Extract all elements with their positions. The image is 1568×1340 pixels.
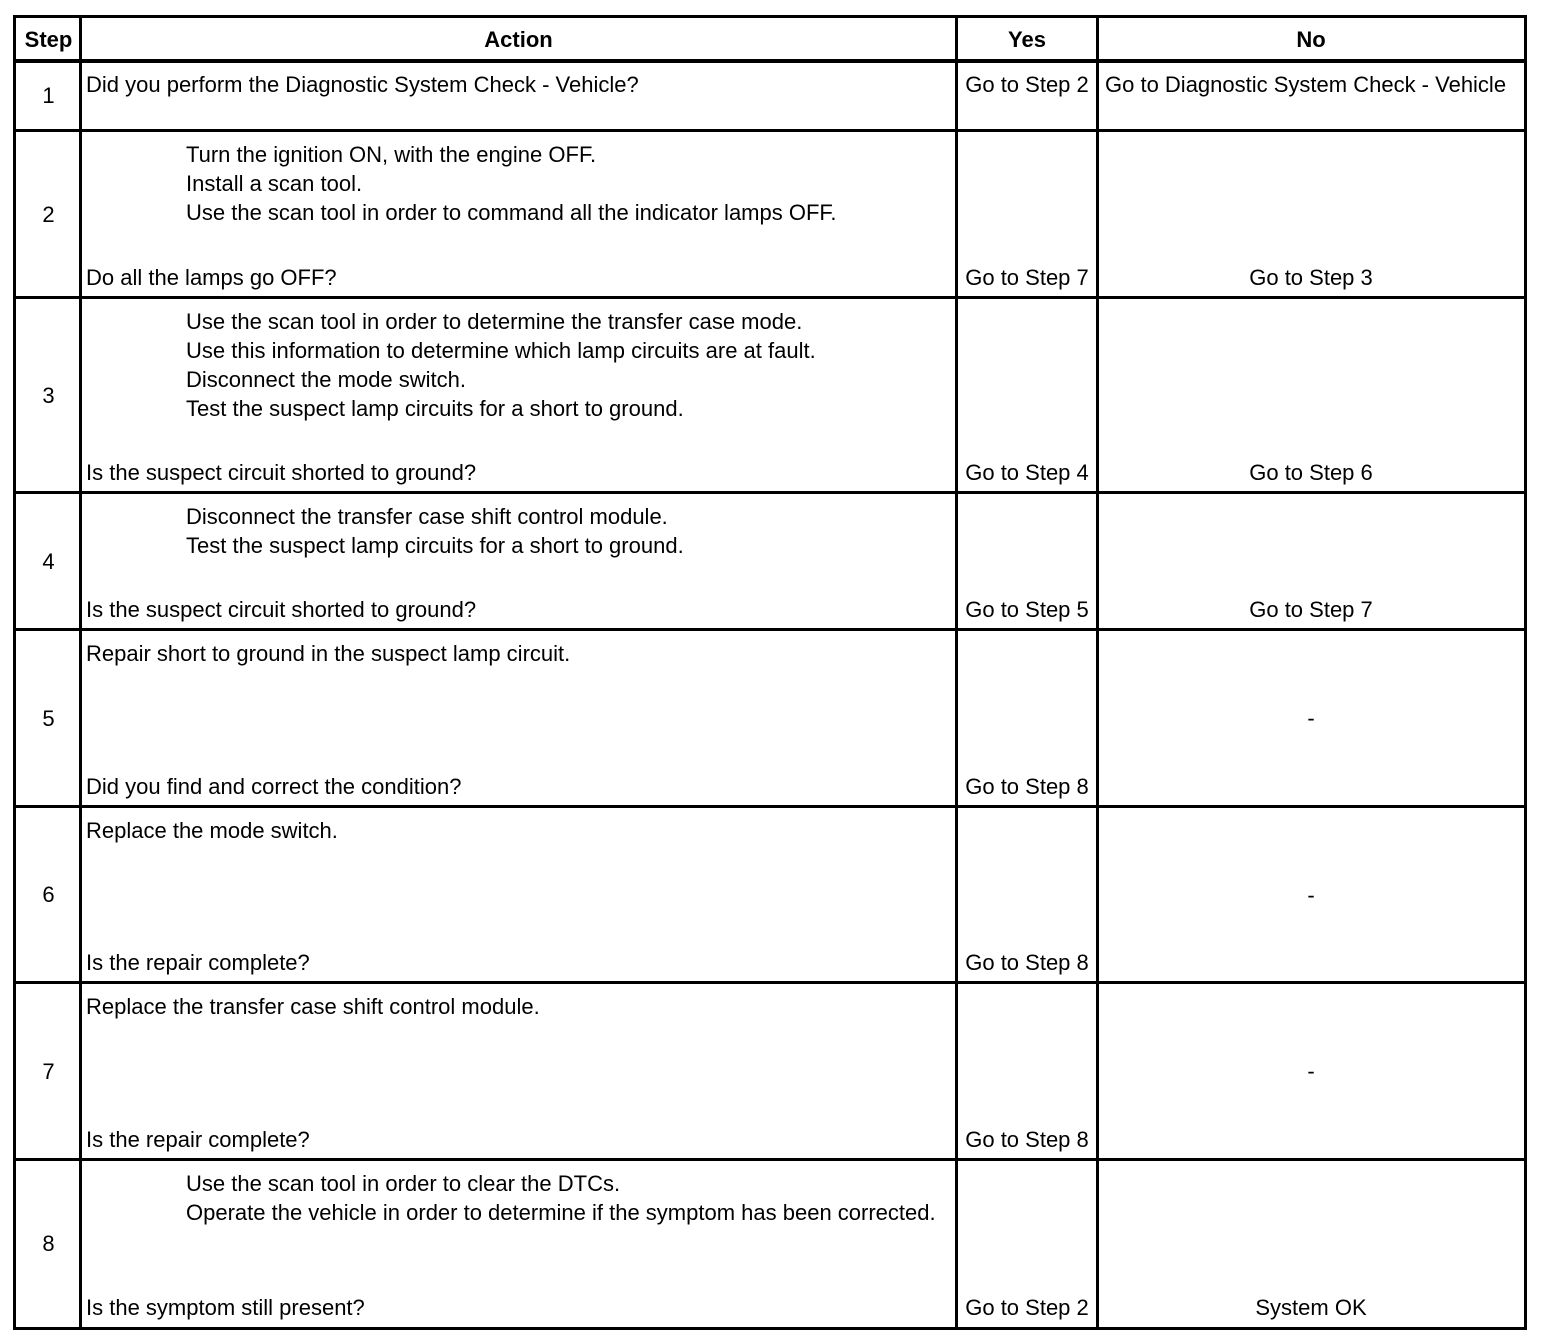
no-cell [1099, 299, 1523, 491]
no-cell [1099, 1161, 1523, 1326]
action-question: Do all the lamps go OFF? [86, 265, 337, 290]
action-instructions [86, 132, 955, 227]
no-link[interactable]: Go to Step 6 [1249, 460, 1373, 485]
no-cell [1099, 494, 1523, 628]
action-instruction: Test the suspect lamp circuits for a short to ground. [186, 396, 684, 421]
header-yes: Yes [1008, 27, 1046, 52]
yes-cell [958, 984, 1096, 1158]
step-number: 3 [42, 382, 55, 408]
yes-cell [958, 494, 1096, 628]
action-cell [82, 984, 955, 1158]
action-cell [82, 299, 955, 491]
action-cell [82, 808, 955, 981]
action-instructions [86, 299, 955, 423]
no-link[interactable]: Go to Step 3 [1249, 265, 1373, 290]
yes-link[interactable]: Go to Step 2 [965, 72, 1089, 97]
no-cell [1099, 808, 1523, 981]
yes-cell [958, 62, 1096, 129]
action-instruction: Use the scan tool in order to determine the transfer case mode. [186, 309, 803, 334]
yes-cell [958, 1161, 1096, 1326]
action-instructions [86, 1161, 955, 1227]
action-question: Is the suspect circuit shorted to ground? [86, 597, 477, 622]
step-number: 7 [42, 1058, 55, 1084]
action-instruction: Install a scan tool. [186, 171, 363, 196]
step-number: 8 [42, 1231, 55, 1256]
action-question: Is the suspect circuit shorted to ground? [86, 460, 477, 485]
action-instruction: Use the scan tool in order to command all the indicator lamps OFF. [186, 200, 837, 225]
yes-link[interactable]: Go to Step 7 [965, 265, 1089, 290]
yes-link[interactable]: Go to Step 8 [965, 1127, 1089, 1152]
action-instruction: Use this information to determine which lamp circuits are at fault. [186, 338, 816, 363]
no-cell [1099, 984, 1523, 1158]
action-instructions [86, 984, 955, 1021]
no-link[interactable]: Go to Diagnostic System Check - Vehicle [1105, 72, 1507, 97]
step-number: 4 [42, 548, 55, 574]
action-instructions [86, 808, 955, 845]
action-cell [82, 494, 955, 628]
step-number: 2 [42, 201, 55, 227]
no-cell [1099, 132, 1523, 296]
yes-link[interactable]: Go to Step 5 [965, 597, 1089, 622]
action-question: Did you find and correct the condition? [86, 774, 462, 799]
action-cell [82, 62, 955, 129]
yes-link[interactable]: Go to Step 2 [965, 1295, 1089, 1320]
action-instruction: Disconnect the mode switch. [186, 367, 467, 392]
header-step: Step [24, 27, 73, 52]
action-cell [82, 132, 955, 296]
step-number: 1 [42, 83, 55, 108]
yes-cell [958, 299, 1096, 491]
yes-cell [958, 132, 1096, 296]
yes-cell [958, 808, 1096, 981]
diagnostic-table [13, 15, 1527, 1330]
step-number: 6 [42, 882, 55, 907]
header-no: No [1296, 27, 1326, 52]
action-lead-text: Replace the mode switch. [86, 818, 338, 843]
yes-link[interactable]: Go to Step 8 [965, 774, 1089, 799]
action-instruction: Operate the vehicle in order to determine if the symptom has been corrected. [186, 1200, 936, 1225]
action-lead-text: Replace the transfer case shift control module. [86, 994, 540, 1019]
action-question: Did you perform the Diagnostic System Check - Vehicle? [86, 72, 639, 97]
header-action: Action [484, 27, 553, 52]
action-cell [82, 631, 955, 805]
action-instruction: Test the suspect lamp circuits for a short to ground. [186, 533, 684, 558]
no-cell [1099, 62, 1523, 129]
no-link[interactable]: System OK [1255, 1295, 1367, 1320]
action-cell [82, 1161, 955, 1326]
yes-link[interactable]: Go to Step 8 [965, 950, 1089, 975]
action-instructions [86, 631, 955, 668]
action-question: Is the repair complete? [86, 950, 310, 975]
action-lead-text: Repair short to ground in the suspect lamp circuit. [86, 641, 571, 666]
no-link[interactable]: Go to Step 7 [1249, 597, 1373, 622]
action-instruction: Use the scan tool in order to clear the DTCs. [186, 1171, 621, 1196]
action-question: Is the symptom still present? [86, 1295, 365, 1320]
action-instruction: Disconnect the transfer case shift control module. [186, 504, 668, 529]
yes-link[interactable]: Go to Step 4 [965, 460, 1089, 485]
step-number: 5 [42, 705, 55, 731]
action-instruction: Turn the ignition ON, with the engine OFF. [186, 142, 597, 167]
no-cell [1099, 631, 1523, 805]
yes-cell [958, 631, 1096, 805]
no-value: - [1307, 705, 1315, 731]
action-instructions [86, 494, 955, 560]
no-value: - [1307, 1058, 1315, 1084]
action-question: Is the repair complete? [86, 1127, 310, 1152]
no-value: - [1307, 882, 1315, 907]
